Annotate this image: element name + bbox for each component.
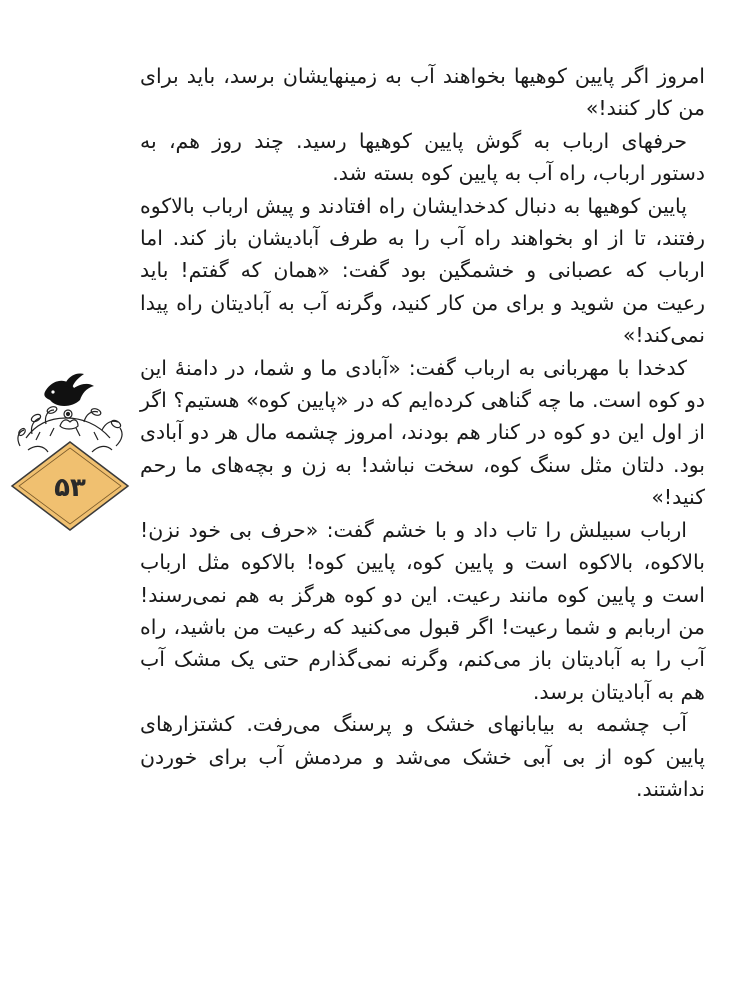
- paragraph-4: کدخدا با مهربانی به ارباب گفت: «آبادی ما و شما، در دامنهٔ این دو کوه است. ما چه گناهی کرده‌ایم که در «پایین کوه» هستیم؟ اگر از اول این دو کوه در کنار هم بودند، امروز چشمه مال هر دو آبادی بود. دلتان مثل سنگ کوه، سخت نباشد! به زن و بچه‌های ما رحم کنید!»: [140, 355, 705, 510]
- paragraph-1: امروز اگر پایین کوهیها بخواهند آب به زمینهایشان برسد، باید برای من کار کنند!»: [140, 64, 705, 121]
- ornament-svg: [6, 368, 134, 532]
- page-ornament: [6, 368, 134, 532]
- page-body-text: [140, 60, 705, 805]
- bird-icon: [44, 374, 94, 407]
- paragraph-6: آب چشمه به بیابانهای خشک و پرسنگ می‌رفت. کشتزارهای پایین کوه از بی آبی خشک می‌شد و مردمش آب برای خوردن نداشتند.: [140, 712, 705, 801]
- paragraph-3: پایین کوهیها به دنبال کدخدایشان راه افتادند و پیش ارباب بالاکوه رفتند، تا از او بخواهند راه آب را به طرف آبادیشان باز کند. اما ارباب که عصبانی و خشمگین بود گفت: «همان که گفتم! باید رعیت من شوید و برای من کار کنید، وگرنه آب به آبادیتان راه پیدا نمی‌کند!»: [140, 193, 705, 348]
- page-number: ۵۳: [54, 473, 86, 503]
- paragraph-5: ارباب سبیلش را تاب داد و با خشم گفت: «حرف بی خود نزن! بالاکوه، بالاکوه است و پایین کوه، پایین کوه! بالاکوه مثل ارباب است و پایین کوه مانند رعیت. این دو کوه هرگز به هم نمی‌رسند! من اربابم و شما رعیت! اگر قبول می‌کنید که رعیت من باشید، راه آب را به آبادیتان باز می‌کنم، وگرنه نمی‌گذارم حتی یک مشک آب هم به آبادیتان برسد.: [140, 517, 705, 704]
- paragraph-2: حرفهای ارباب به گوش پایین کوهیها رسید. چند روز هم، به دستور ارباب، راه آب به پایین کوه بسته شد.: [140, 128, 705, 186]
- page-number-badge: [12, 442, 128, 530]
